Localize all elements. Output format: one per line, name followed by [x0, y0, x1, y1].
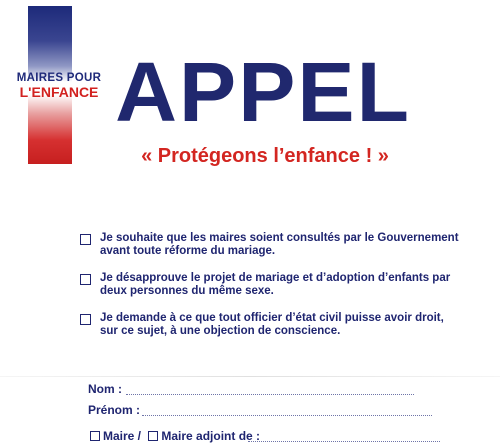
pledge-item-conscience-objection[interactable] — [80, 312, 500, 338]
page-title: APPEL — [115, 45, 411, 139]
prenom-label: Prénom : — [88, 403, 141, 417]
pledge-item-consultation[interactable] — [80, 232, 500, 258]
pledge-list — [80, 232, 500, 338]
maire-adjoint-label: Maire adjoint de : — [161, 429, 261, 443]
checkbox-icon[interactable] — [80, 234, 91, 245]
logo-line-1: MAIRES POUR — [16, 72, 102, 84]
maire-row — [90, 429, 260, 443]
paper-fold — [0, 376, 500, 377]
maires-pour-lenfance-logo — [4, 72, 114, 100]
nom-field[interactable] — [126, 394, 414, 395]
pledge-item-disapproval[interactable] — [80, 272, 500, 298]
pledge-item-line-2: sur ce sujet, à une objection de conscience. — [100, 325, 341, 337]
commune-field[interactable] — [248, 441, 440, 442]
nom-row — [88, 382, 122, 396]
pledge-item-line-2: avant toute réforme du mariage. — [100, 245, 276, 257]
maire-checkbox-icon[interactable] — [90, 431, 100, 441]
nom-label: Nom : — [88, 382, 122, 396]
checkbox-icon[interactable] — [80, 274, 91, 285]
prenom-field[interactable] — [142, 415, 432, 416]
prenom-row — [88, 403, 140, 417]
page-subtitle: « Protégeons l’enfance ! » — [141, 145, 389, 167]
pledge-item-line-1: Je souhaite que les maires soient consultés par le Gouvernement — [100, 232, 459, 244]
maire-label: Maire / — [103, 429, 142, 443]
maire-adjoint-checkbox-icon[interactable] — [148, 431, 158, 441]
pledge-item-line-1: Je désapprouve le projet de mariage et d’adoption d’enfants par — [100, 272, 451, 284]
checkbox-icon[interactable] — [80, 314, 91, 325]
pledge-item-line-2: deux personnes du même sexe. — [100, 285, 274, 297]
pledge-item-line-1: Je demande à ce que tout officier d’état civil puisse avoir droit, — [100, 312, 444, 324]
logo-line-2: L'ENFANCE — [19, 84, 99, 100]
